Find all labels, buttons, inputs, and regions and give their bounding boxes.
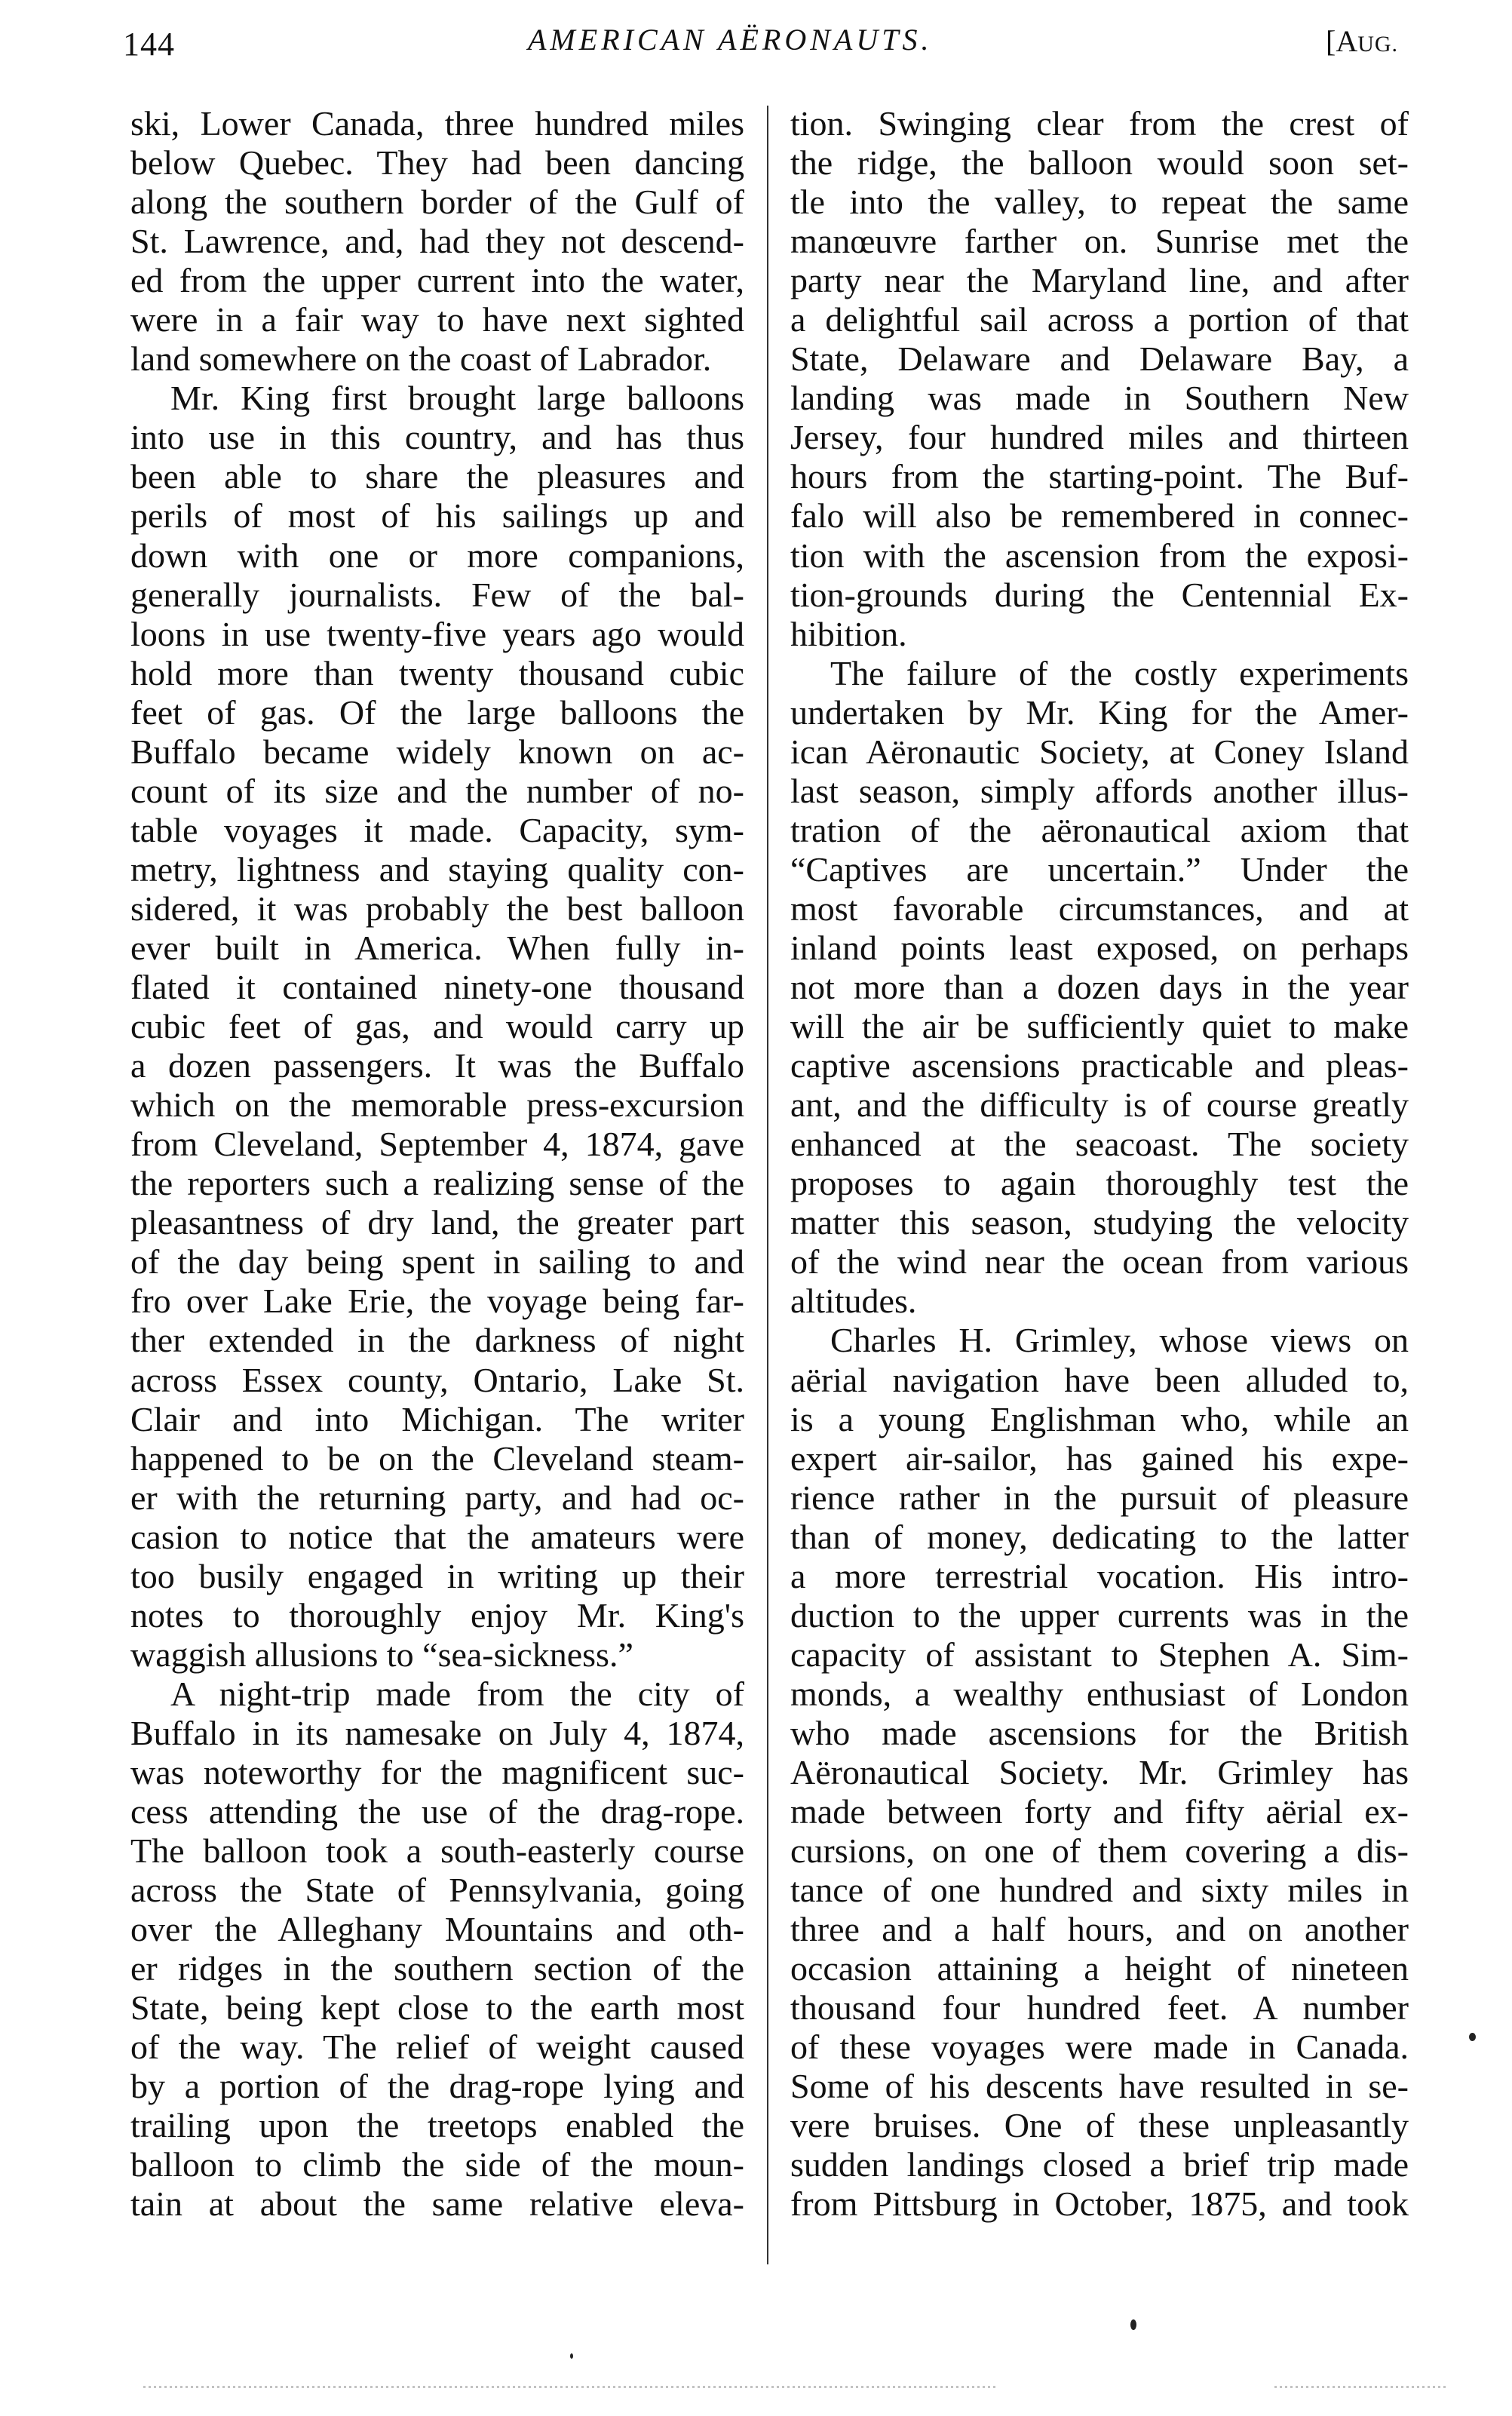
text-line: tion. Swinging clear from the crest of [790,104,1409,143]
text-line: aërial navigation have been alluded to, [790,1360,1409,1399]
text-line: is a young Englishman who, while an [790,1399,1409,1438]
text-line: will the air be sufficiently quiet to make [790,1007,1409,1046]
text-line: er ridges in the southern section of the [130,1949,744,1988]
text-line: St. Lawrence, and, had they not descend- [130,222,744,261]
text-line: Jersey, four hundred miles and thirteen [790,418,1409,457]
text-line: The balloon took a south-easterly course [130,1831,744,1871]
text-line: land somewhere on the coast of Labrador. [130,339,712,379]
text-line: fro over Lake Erie, the voyage being far- [130,1282,744,1321]
text-line: by a portion of the drag-rope lying and [130,2067,744,2106]
text-line: happened to be on the Cleveland steam- [130,1438,744,1478]
text-line: expert air-sailor, has gained his expe- [790,1438,1409,1478]
section-mark-bracket: [A [1326,24,1358,58]
text-line: of the wind near the ocean from various [790,1242,1409,1282]
text-line: were in a fair way to have next sighted [130,300,744,339]
text-line: tion-grounds during the Centennial Ex- [790,575,1409,614]
text-line: duction to the upper currents was in the [790,1595,1409,1635]
text-line: loons in use twenty-five years ago would [130,614,744,653]
text-line: across the State of Pennsylvania, going [130,1871,744,1910]
text-line: most favorable circumstances, and at [790,889,1409,928]
text-line: enhanced at the seacoast. The society [790,1125,1409,1164]
column-separator [767,106,768,2264]
text-line: down with one or more companions, [130,536,744,575]
text-line: a dozen passengers. It was the Buffalo [130,1046,744,1085]
text-line: hibition. [790,614,907,653]
text-line: casion to notice that the amateurs were [130,1517,744,1556]
text-line: ant, and the difficulty is of course greatly [790,1085,1409,1125]
text-line: tion with the ascension from the exposi- [790,536,1409,575]
text-line: falo will also be remembered in connec- [790,496,1409,536]
text-line: which on the memorable press-excursion [130,1085,744,1125]
text-line: metry, lightness and staying quality con- [130,849,744,889]
text-line: Charles H. Grimley, whose views on [830,1321,1409,1360]
left-column [130,104,744,2224]
text-line: tain at about the same relative eleva- [130,2184,744,2224]
text-line: notes to thoroughly enjoy Mr. King's [130,1595,744,1635]
scan-artifact-rule [143,2386,995,2388]
text-line: tance of one hundred and sixty miles in [790,1871,1409,1910]
text-line: count of its size and the number of no- [130,771,744,810]
text-line: waggish allusions to “sea-sickness.” [130,1635,633,1674]
text-line: sidered, it was probably the best balloon [130,889,744,928]
text-line: perils of most of his sailings up and [130,496,744,536]
text-line: of the way. The relief of weight caused [130,2028,744,2067]
section-mark-rest: UG. [1357,32,1399,57]
text-line: been able to share the pleasures and [130,457,744,496]
text-line: inland points least exposed, on perhaps [790,928,1409,967]
text-line: of these voyages were made in Canada. [790,2028,1409,2067]
text-line: balloon to climb the side of the moun- [130,2145,744,2184]
scan-artifact-rule [1274,2386,1448,2388]
text-line: ther extended in the darkness of night [130,1321,744,1360]
text-line: generally journalists. Few of the bal- [130,575,744,614]
text-line: thousand four hundred feet. A number [790,1988,1409,2028]
text-line: table voyages it made. Capacity, sym- [130,810,744,849]
text-line: into use in this country, and has thus [130,418,744,457]
text-line: monds, a wealthy enthusiast of London [790,1674,1409,1713]
section-mark [1326,23,1398,63]
text-line: “Captives are uncertain.” Under the [790,849,1409,889]
text-line: party near the Maryland line, and after [790,261,1409,300]
text-line: matter this season, studying the velocity [790,1203,1409,1242]
text-line: over the Alleghany Mountains and oth- [130,1910,744,1949]
text-line: Some of his descents have resulted in se- [790,2067,1409,2106]
text-line: hold more than twenty thousand cubic [130,653,744,692]
text-line: a delightful sail across a portion of that [790,300,1409,339]
text-line: a more terrestrial vocation. His intro- [790,1556,1409,1595]
text-line: occasion attaining a height of nineteen [790,1949,1409,1988]
text-line: ski, Lower Canada, three hundred miles [130,104,744,143]
text-line: captive ascensions practicable and pleas- [790,1046,1409,1085]
text-line: vere bruises. One of these unpleasantly [790,2106,1409,2145]
text-line: rience rather in the pursuit of pleasure [790,1478,1409,1517]
text-line: across Essex county, Ontario, Lake St. [130,1360,744,1399]
text-line: cursions, on one of them covering a dis- [790,1831,1409,1871]
text-line: not more than a dozen days in the year [790,968,1409,1007]
text-line: The failure of the costly experiments [830,653,1409,692]
text-line: undertaken by Mr. King for the Amer- [790,692,1409,732]
text-line: State, Delaware and Delaware Bay, a [790,339,1409,379]
text-line: last season, simply affords another illus- [790,771,1409,810]
text-line: cess attending the use of the drag-rope. [130,1792,744,1831]
page-number: 144 [123,26,175,63]
text-line: Aëronautical Society. Mr. Grimley has [790,1752,1409,1791]
text-line: landing was made in Southern New [790,379,1409,418]
text-line: A night-trip made from the city of [170,1674,744,1713]
text-line: pleasantness of dry land, the greater part [130,1203,744,1242]
text-line: tration of the aëronautical axiom that [790,810,1409,849]
text-line: the ridge, the balloon would soon set- [790,143,1409,183]
scan-speck [1469,2033,1476,2041]
right-column [790,104,1409,2224]
text-line: too busily engaged in writing up their [130,1556,744,1595]
text-line: made between forty and fifty aërial ex- [790,1792,1409,1831]
text-line: Buffalo became widely known on ac- [130,732,744,771]
text-line: Clair and into Michigan. The writer [130,1399,744,1438]
text-line: manœuvre farther on. Sunrise met the [790,222,1409,261]
text-line: from Cleveland, September 4, 1874, gave [130,1125,744,1164]
text-line: trailing upon the treetops enabled the [130,2106,744,2145]
text-line: hours from the starting-point. The Buf- [790,457,1409,496]
text-line: ican Aëronautic Society, at Coney Island [790,732,1409,771]
text-line: cubic feet of gas, and would carry up [130,1007,744,1046]
text-line: er with the returning party, and had oc- [130,1478,744,1517]
text-line: of the day being spent in sailing to and [130,1242,744,1282]
scan-speck [1130,2319,1136,2330]
text-line: proposes to again thoroughly test the [790,1164,1409,1203]
text-line: from Pittsburg in October, 1875, and took [790,2184,1409,2224]
text-line: ever built in America. When fully in- [130,928,744,967]
text-line: State, being kept close to the earth most [130,1988,744,2028]
text-line: Mr. King first brought large balloons [170,379,744,418]
scan-speck [570,2353,573,2359]
text-line: flated it contained ninety-one thousand [130,968,744,1007]
text-line: ed from the upper current into the water, [130,261,744,300]
text-line: along the southern border of the Gulf of [130,183,744,222]
text-line: altitudes. [790,1282,917,1321]
text-line: who made ascensions for the British [790,1713,1409,1752]
text-line: tle into the valley, to repeat the same [790,183,1409,222]
text-line: sudden landings closed a brief trip made [790,2145,1409,2184]
text-line: than of money, dedicating to the latter [790,1517,1409,1556]
text-line: capacity of assistant to Stephen A. Sim- [790,1635,1409,1674]
text-line: Buffalo in its namesake on July 4, 1874, [130,1713,744,1752]
text-line: three and a half hours, and on another [790,1910,1409,1949]
running-title: AMERICAN AËRONAUTS. [528,23,933,57]
text-line: was noteworthy for the magnificent suc- [130,1752,744,1791]
text-line: feet of gas. Of the large balloons the [130,692,744,732]
text-line: the reporters such a realizing sense of the [130,1164,744,1203]
text-line: below Quebec. They had been dancing [130,143,744,183]
